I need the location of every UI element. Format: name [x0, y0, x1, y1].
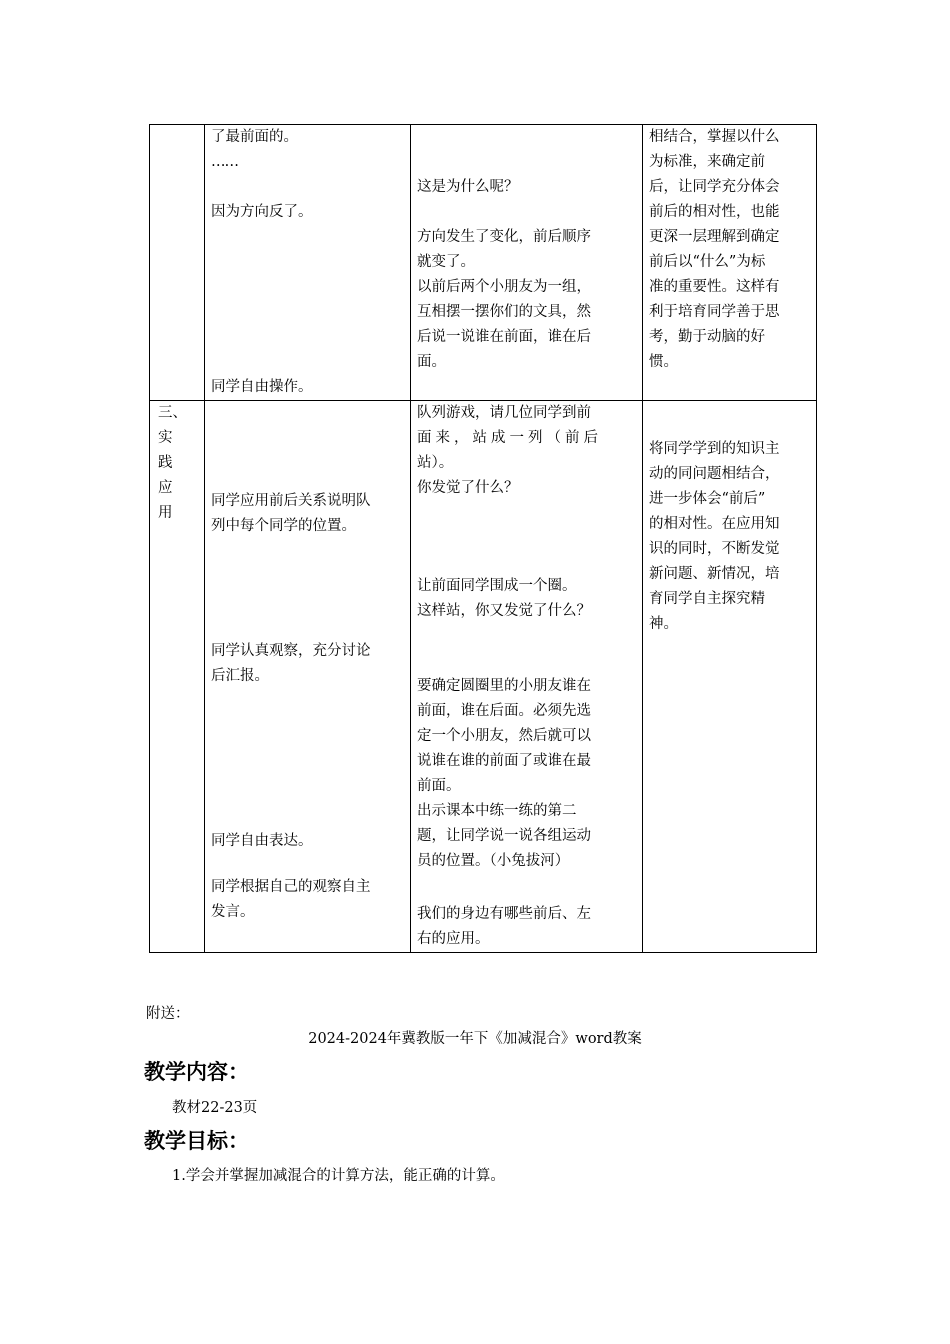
section-heading-content: 教学内容：: [144, 1060, 249, 1084]
student-line: 同学自由表达。: [211, 833, 313, 849]
teacher-activity-cell: [411, 401, 643, 953]
teacher-activity-cell: [411, 125, 643, 401]
teacher-line: 定一个小朋友，然后就可以: [417, 728, 591, 744]
document-title: 2024-2024年冀教版一年下《加减混合》word教案: [308, 1031, 642, 1047]
teacher-line: 互相摆一摆你们的文具，然: [417, 304, 591, 320]
stage-cell: [150, 125, 205, 401]
student-activity-cell: [205, 125, 411, 401]
student-line: 后汇报。: [211, 668, 269, 684]
teacher-line: 面。: [417, 354, 446, 370]
design-intent-cell: [643, 125, 817, 401]
intent-line: 动的同问题相结合，: [649, 466, 780, 482]
intent-line: 进一步体会“前后”: [649, 491, 766, 507]
teacher-line: 这样站，你又发觉了什么？: [417, 603, 591, 619]
student-line: 同学认真观察，充分讨论: [211, 643, 371, 659]
lesson-plan-table: [149, 124, 817, 953]
intent-line: 后，让同学充分体会: [649, 179, 780, 195]
teacher-line: 就变了。: [417, 254, 475, 270]
teacher-line: 题，让同学说一说各组运动: [417, 828, 591, 844]
intent-line: 更深一层理解到确定: [649, 229, 780, 245]
intent-line: 育同学自主探究精: [649, 591, 765, 607]
intent-line: 神。: [649, 616, 678, 632]
teacher-line: 员的位置。（小兔拔河）: [417, 853, 570, 869]
teacher-line: 我们的身边有哪些前后、左: [417, 906, 591, 922]
teacher-line: 前面。: [417, 778, 461, 794]
intent-line: 惯。: [649, 354, 678, 370]
student-line: ……: [211, 154, 238, 170]
student-activity-cell: [205, 401, 411, 953]
table-row: [150, 125, 817, 401]
teacher-line: 右的应用。: [417, 931, 490, 947]
stage-label: 应: [158, 480, 173, 496]
design-intent-cell: [643, 401, 817, 953]
intent-line: 利于培育同学善于思: [649, 304, 780, 320]
student-line: 同学自由操作。: [211, 379, 313, 395]
teacher-line: 你发觉了什么？: [417, 480, 519, 496]
content-text: 教材22-23页: [172, 1100, 258, 1116]
student-line: 同学应用前后关系说明队: [211, 493, 371, 509]
intent-line: 准的重要性。这样有: [649, 279, 780, 295]
intent-line: 前后以“什么”为标: [649, 254, 766, 270]
teacher-line: 队列游戏，请几位同学到前: [417, 405, 591, 421]
intent-line: 前后的相对性，也能: [649, 204, 780, 220]
goal-item: 1.学会并掌握加减混合的计算方法，能正确的计算。: [172, 1168, 505, 1184]
student-line: 发言。: [211, 904, 255, 920]
teacher-line: 让前面同学围成一个圈。: [417, 578, 577, 594]
teacher-line: 这是为什么呢？: [417, 179, 519, 195]
student-line: 因为方向反了。: [211, 204, 313, 220]
teacher-line: 面来，站成一列（前后: [417, 430, 602, 446]
intent-line: 考，勤于动脑的好: [649, 329, 765, 345]
teacher-line: 要确定圆圈里的小朋友谁在: [417, 678, 591, 694]
teacher-line: 方向发生了变化，前后顺序: [417, 229, 591, 245]
intent-line: 识的同时，不断发觉: [649, 541, 780, 557]
intent-line: 将同学学到的知识主: [649, 441, 780, 457]
teacher-line: 后说一说谁在前面，谁在后: [417, 329, 591, 345]
intent-line: 为标准，来确定前: [649, 154, 765, 170]
stage-label: 践: [158, 455, 173, 471]
teacher-line: 出示课本中练一练的第二: [417, 803, 577, 819]
stage-cell: [150, 401, 205, 953]
teacher-line: 前面，谁在后面。必须先选: [417, 703, 591, 719]
teacher-line: 以前后两个小朋友为一组，: [417, 279, 591, 295]
stage-label: 用: [158, 505, 173, 521]
section-heading-goals: 教学目标：: [144, 1129, 249, 1153]
teacher-line: 站）。: [417, 455, 454, 471]
teacher-line: 说谁在谁的前面了或谁在最: [417, 753, 591, 769]
intent-line: 的相对性。在应用知: [649, 516, 780, 532]
student-line: 列中每个同学的位置。: [211, 518, 356, 534]
intent-line: 新问题、新情况，培: [649, 566, 780, 582]
stage-label: 实: [158, 430, 173, 446]
stage-label: 三、: [158, 405, 187, 421]
intent-line: 相结合，掌握以什么: [649, 129, 780, 145]
student-line: 了最前面的。: [211, 129, 298, 145]
student-line: 同学根据自己的观察自主: [211, 879, 371, 895]
table-row: [150, 401, 817, 953]
appendix-label: 附送：: [146, 1006, 190, 1022]
